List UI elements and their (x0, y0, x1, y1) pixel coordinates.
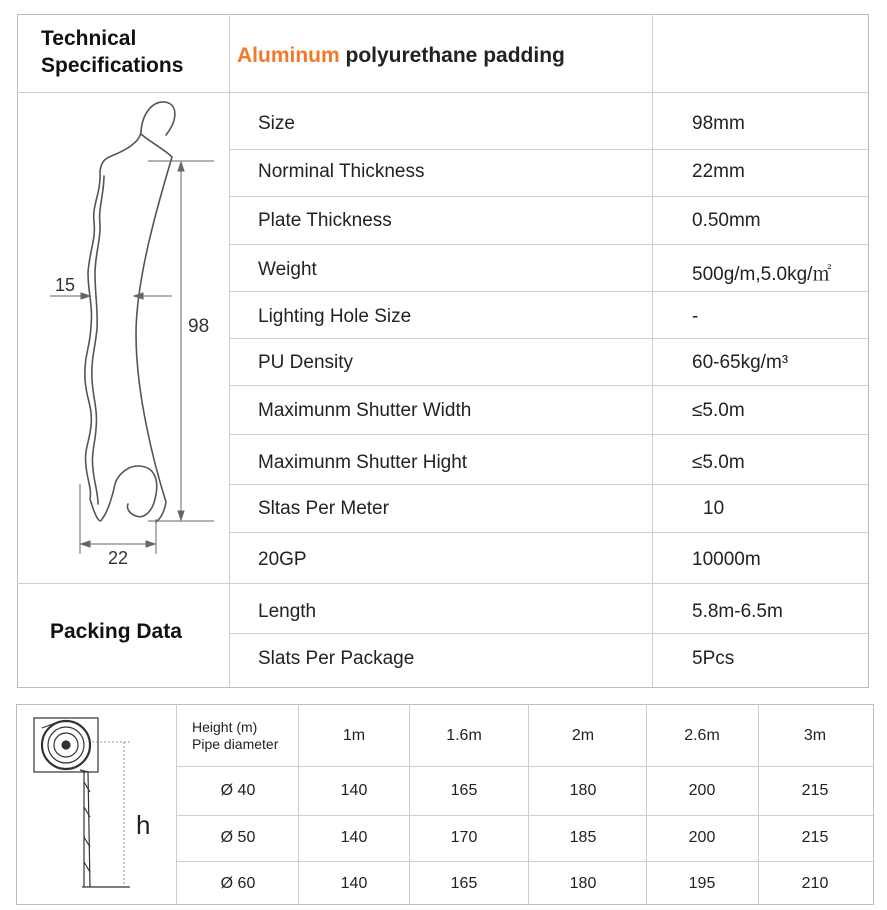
table-cell: 200 (688, 782, 716, 799)
dim-height-label: 98 (188, 316, 210, 337)
pipe-diameter-60: Ø 60 (220, 875, 256, 892)
spec-value-thickness: 22mm (692, 161, 745, 182)
pipe-diameter-50: Ø 50 (220, 829, 256, 846)
table-cell: 140 (340, 782, 368, 799)
spec-label-weight: Weight (258, 259, 317, 280)
spec-title-line1: Technical (41, 27, 137, 50)
spec-label-hole-size: Lighting Hole Size (258, 306, 412, 327)
product-rest: polyurethane padding (339, 44, 565, 67)
pipe-header-line1: Height (m) (192, 719, 258, 735)
spec-title-line2: Specifications (41, 54, 184, 77)
packing-value-length: 5.8m-6.5m (692, 601, 783, 622)
spec-value-plate-thickness: 0.50mm (692, 210, 761, 231)
spec-value-weight: 500g/m,5.0kg/㎡ (692, 264, 832, 285)
spec-value-20gp: 10000m (692, 549, 761, 570)
table-cell: 200 (688, 829, 716, 846)
spec-label-pu-density: PU Density (258, 352, 354, 373)
table-cell: 215 (801, 829, 829, 846)
spec-value-hole-size: - (692, 306, 699, 327)
spec-value-slats-per-meter: 10 (703, 498, 725, 519)
pipe-diameter-40: Ø 40 (220, 782, 256, 799)
h-label: h (136, 810, 151, 840)
packing-label-slats-per-package: Slats Per Package (258, 648, 415, 669)
dim-width-label: 22 (108, 548, 129, 568)
spec-label-max-width: Maximunm Shutter Width (258, 400, 472, 421)
packing-title: Packing Data (50, 620, 182, 643)
spec-label-thickness: Norminal Thickness (258, 161, 425, 182)
pipe-header-line2: Pipe diameter (192, 736, 279, 752)
spec-value-pu-density: 60-65kg/m³ (692, 352, 789, 373)
table-cell: 140 (340, 829, 368, 846)
spec-value-max-height: ≤5.0m (692, 452, 745, 473)
table-cell: 185 (569, 829, 597, 846)
spec-label-plate-thickness: Plate Thickness (258, 210, 392, 231)
spec-label-size: Size (258, 113, 295, 134)
table-cell: 140 (340, 875, 368, 892)
packing-value-slats-per-package: 5Pcs (692, 648, 735, 669)
product-name (237, 44, 565, 68)
spec-label-20gp: 20GP (258, 549, 307, 570)
height-header-3m: 3m (803, 727, 827, 744)
pipe-header-label (192, 719, 278, 753)
height-header-1m: 1m (342, 727, 366, 744)
table-cell: 180 (569, 782, 597, 799)
packing-label-length: Length (258, 601, 317, 622)
product-accent: Aluminum (237, 44, 340, 67)
roller-box-drawing (28, 712, 163, 897)
spec-label-max-height: Maximunm Shutter Hight (258, 452, 468, 473)
spec-value-size: 98mm (692, 113, 745, 134)
table-cell: 215 (801, 782, 829, 799)
dim-side-label: 15 (55, 275, 76, 295)
spec-value-max-width: ≤5.0m (692, 400, 745, 421)
spec-label-slats-per-meter: Sltas Per Meter (258, 498, 389, 519)
table-cell: 195 (688, 875, 716, 892)
spec-title (41, 25, 183, 79)
height-header-2-6m: 2.6m (684, 727, 720, 744)
height-header-2m: 2m (571, 727, 595, 744)
table-cell: 180 (569, 875, 597, 892)
height-header-1-6m: 1.6m (446, 727, 482, 744)
table-cell: 170 (450, 829, 478, 846)
table-cell: 165 (450, 782, 478, 799)
table-cell: 165 (450, 875, 478, 892)
table-cell: 210 (801, 875, 829, 892)
